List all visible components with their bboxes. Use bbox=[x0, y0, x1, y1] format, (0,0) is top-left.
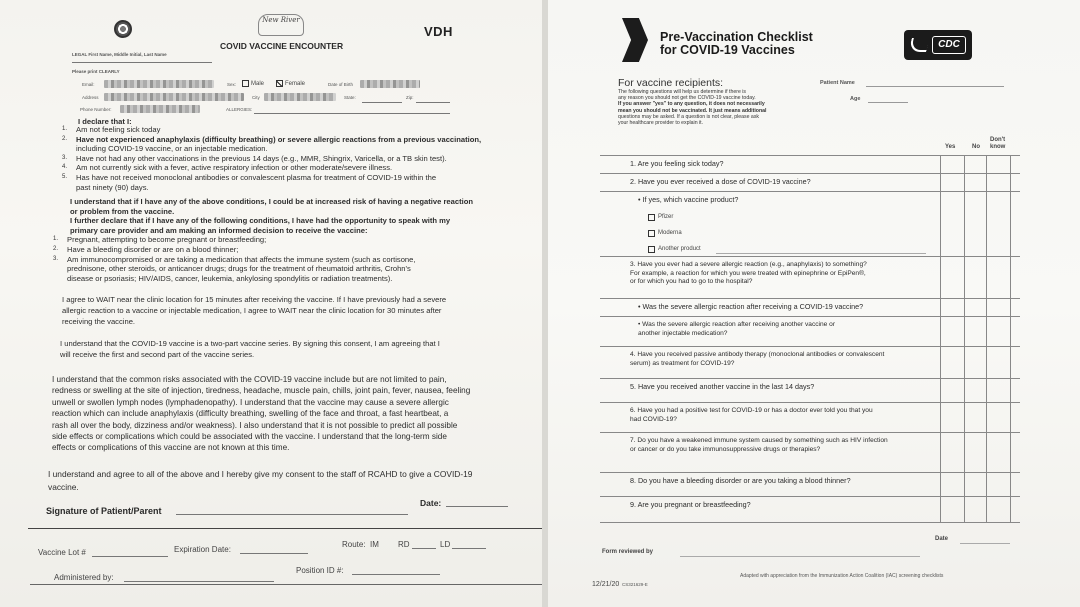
age-label: Age bbox=[850, 96, 861, 102]
answer-cell bbox=[1010, 256, 1011, 298]
vdh-logo: VDH bbox=[424, 24, 453, 39]
name-line[interactable] bbox=[72, 62, 212, 63]
health-district-logo bbox=[258, 14, 304, 36]
answer-cell[interactable] bbox=[940, 346, 941, 378]
answer-cell bbox=[1010, 298, 1011, 316]
answer-cell bbox=[1010, 402, 1011, 432]
question-text: 3. Have you ever had a severe allergic reaction (e.g., anaphylaxis) to something? bbox=[630, 261, 867, 268]
logo-text: New River bbox=[262, 16, 300, 24]
paragraph-line: allergic reaction to a vaccine or injectable medication, I agree to WAIT near the clinic location for 30 minutes after bbox=[62, 306, 442, 316]
female-label: Female bbox=[285, 81, 306, 88]
question-text: • Was the severe allergic reaction after receiving a COVID-19 vaccine? bbox=[638, 302, 864, 311]
checklist-title-line1: Pre-Vaccination Checklist bbox=[660, 30, 813, 44]
another-product-line[interactable] bbox=[716, 253, 926, 254]
administered-label: Administered by: bbox=[54, 573, 114, 582]
list-item: Am not feeling sick today bbox=[76, 125, 161, 134]
paragraph-line: effects or complications of this vaccine are not known at this time. bbox=[52, 443, 290, 453]
answer-cell[interactable] bbox=[940, 173, 941, 191]
answer-cell[interactable] bbox=[986, 173, 987, 191]
answer-cell[interactable] bbox=[986, 316, 987, 346]
list-item: Am immunocompromised or are taking a medication that affects the immune system (such as cortisone, bbox=[67, 254, 416, 264]
sex-male-option[interactable] bbox=[242, 80, 264, 87]
paragraph-line: will receive the first and second part of the vaccine series. bbox=[60, 350, 255, 359]
col-yes: Yes bbox=[945, 144, 956, 150]
answer-cell[interactable] bbox=[986, 432, 987, 472]
answer-cell[interactable] bbox=[940, 316, 941, 346]
female-checkbox-checked[interactable] bbox=[276, 80, 283, 87]
list-number: 5. bbox=[62, 174, 68, 180]
paragraph-line: redness or swelling at the site of injection, tiredness, headache, muscle pain, chills, joint pain, fever, nausea, feeling bbox=[52, 386, 471, 396]
answer-cell bbox=[1010, 316, 1011, 346]
list-item: Have a bleeding disorder or are on a blood thinner; bbox=[67, 244, 239, 254]
date-label: Date: bbox=[420, 498, 442, 508]
answer-cell[interactable] bbox=[940, 402, 941, 432]
answer-cell[interactable] bbox=[964, 298, 965, 316]
answer-cell[interactable] bbox=[940, 496, 941, 522]
answer-cell[interactable] bbox=[964, 155, 965, 173]
list-number: 2. bbox=[53, 245, 59, 252]
paragraph-line: I understand that the COVID-19 vaccine is a two-part vaccine series. By signing this consent, I am agreeing that I bbox=[60, 339, 440, 348]
state-seal-icon bbox=[114, 20, 132, 38]
answer-cell[interactable] bbox=[964, 496, 965, 522]
cdc-logo bbox=[904, 30, 972, 60]
answer-cell bbox=[1010, 432, 1011, 472]
answer-cell[interactable] bbox=[986, 298, 987, 316]
question-text: or for which you had to go to the hospital? bbox=[630, 278, 753, 286]
position-line[interactable] bbox=[352, 574, 440, 575]
product-checkbox[interactable] bbox=[648, 214, 655, 221]
signature-label: Signature of Patient/Parent bbox=[46, 506, 162, 516]
answer-cell[interactable] bbox=[964, 173, 965, 191]
route-label: Route: bbox=[342, 540, 366, 549]
question-text: 7. Do you have a weakened immune system caused by something such as HIV infection bbox=[630, 437, 888, 444]
route-ld[interactable]: LD bbox=[440, 540, 451, 549]
paragraph-line: or problem from the vaccine. bbox=[70, 206, 175, 216]
answer-cell[interactable] bbox=[986, 256, 987, 298]
question-text: 6. Have you had a positive test for COVID-19 or has a doctor ever told you that you bbox=[630, 407, 873, 414]
question-text: • If yes, which vaccine product? bbox=[638, 195, 739, 204]
date-line[interactable] bbox=[446, 506, 508, 507]
product-label: Another product bbox=[658, 246, 701, 252]
sex-label: Sex: bbox=[227, 82, 237, 87]
answer-cell[interactable] bbox=[986, 402, 987, 432]
answer-cell[interactable] bbox=[964, 191, 965, 256]
answer-cell[interactable] bbox=[986, 191, 987, 256]
clinic-box-bottom bbox=[30, 584, 542, 585]
col-dont-line1: Don't bbox=[990, 137, 1006, 143]
paragraph-line: vaccine. bbox=[48, 481, 79, 492]
question-text: had COVID-19? bbox=[630, 415, 677, 423]
redacted-email bbox=[104, 80, 214, 88]
redacted-city bbox=[264, 93, 336, 101]
form-title: COVID VACCINE ENCOUNTER bbox=[220, 41, 344, 51]
list-item: Pregnant, attempting to become pregnant or breastfeeding; bbox=[67, 235, 267, 244]
answer-cell[interactable] bbox=[964, 256, 965, 298]
route-ld-line[interactable] bbox=[452, 548, 486, 549]
answer-cell[interactable] bbox=[940, 432, 941, 472]
answer-cell bbox=[1010, 472, 1011, 496]
col-dont-line2: know bbox=[990, 144, 1006, 150]
question-text: 2. Have you ever received a dose of COVID-19 vaccine? bbox=[630, 177, 811, 186]
zip-label: Zip: bbox=[406, 95, 414, 100]
list-item: Has have not received monoclonal antibodies or convalescent plasma for treatment of COVID-19 within the bbox=[76, 173, 437, 182]
position-label: Position ID #: bbox=[296, 566, 344, 575]
lot-line[interactable] bbox=[92, 556, 168, 557]
zip-line[interactable] bbox=[416, 102, 450, 103]
route-rd[interactable]: RD bbox=[398, 540, 410, 549]
state-label: State: bbox=[344, 95, 356, 100]
answer-cell[interactable] bbox=[964, 316, 965, 346]
question-text: 5. Have you received another vaccine in the last 14 days? bbox=[630, 382, 815, 391]
question-text: 9. Are you pregnant or breastfeeding? bbox=[630, 500, 751, 509]
form-reviewed-line[interactable] bbox=[680, 556, 920, 557]
male-label: Male bbox=[251, 81, 265, 88]
product-checkbox[interactable] bbox=[648, 230, 655, 237]
signature-line[interactable] bbox=[176, 514, 408, 515]
list-number: 3. bbox=[53, 255, 59, 262]
list-number: 3. bbox=[62, 154, 68, 161]
print-clearly: Please print CLEARLY bbox=[72, 69, 120, 74]
phone-label: Phone Number: bbox=[80, 107, 112, 112]
list-number: 1. bbox=[62, 126, 68, 132]
question-text: 1. Are you feeling sick today? bbox=[630, 159, 724, 168]
intro-line: If you answer "yes" to any question, it does not necessarily bbox=[618, 101, 765, 108]
allergies-line[interactable] bbox=[254, 113, 450, 114]
answer-cell bbox=[1010, 378, 1011, 402]
answer-cell[interactable] bbox=[986, 378, 987, 402]
answer-cell[interactable] bbox=[940, 298, 941, 316]
paragraph-line: reaction which can include anaphylaxis (difficulty breathing, swelling of the face and throat, a fast heartbeat, a bbox=[52, 409, 449, 419]
route-rd-line[interactable] bbox=[412, 548, 436, 549]
state-line[interactable] bbox=[362, 102, 402, 103]
answer-cell[interactable] bbox=[986, 496, 987, 522]
list-number: 4. bbox=[62, 164, 68, 171]
question-text: • Was the severe allergic reaction after receiving another vaccine or bbox=[638, 321, 836, 328]
intro-line: mean you should not be vaccinated. It just means additional bbox=[618, 107, 767, 114]
redacted-address bbox=[104, 93, 244, 101]
dob-label: Date of Birth bbox=[328, 82, 354, 87]
paragraph-line: I understand that the common risks associated with the COVID-19 vaccine include but are not limited to pain, bbox=[52, 375, 447, 384]
sex-female-option[interactable] bbox=[276, 80, 305, 87]
paragraph-line: I further declare that if I have any of the following conditions, I have had the opportunity to speak with my bbox=[70, 216, 451, 226]
answer-cell[interactable] bbox=[986, 346, 987, 378]
list-number: 2. bbox=[62, 135, 68, 142]
patient-name-label: Patient Name bbox=[820, 80, 855, 86]
reviewed-date-line[interactable] bbox=[960, 543, 1010, 544]
paragraph-line: I agree to WAIT near the clinic location for 15 minutes after receiving the vaccine. If I have previously had a severe bbox=[62, 295, 447, 304]
intro-line: any reason you should not get the COVID-19 vaccine today. bbox=[618, 95, 756, 102]
answer-cell[interactable] bbox=[964, 432, 965, 472]
answer-cell[interactable] bbox=[940, 191, 941, 256]
paragraph-line: side effects or complications which could be associated with the vaccine. I understand that the long-term side bbox=[52, 432, 447, 441]
paragraph-line: receiving the vaccine. bbox=[62, 317, 136, 327]
footer-code: CS321629-E bbox=[622, 582, 648, 587]
question-text: 4. Have you received passive antibody therapy (monoclonal antibodies or convalescent bbox=[630, 351, 885, 358]
table-bottom bbox=[600, 522, 1020, 523]
city-label: City bbox=[252, 95, 260, 100]
footer-date: 12/21/20 bbox=[592, 581, 620, 588]
question-text: 8. Do you have a bleeding disorder or are you taking a blood thinner? bbox=[630, 476, 851, 485]
answer-cell[interactable] bbox=[964, 402, 965, 432]
answer-cell[interactable] bbox=[964, 346, 965, 378]
declare-heading: I declare that I: bbox=[78, 117, 132, 126]
answer-cell[interactable] bbox=[940, 155, 941, 173]
reviewed-date-label: Date bbox=[935, 536, 949, 542]
hhs-eagle-icon bbox=[908, 38, 930, 52]
route-im[interactable]: IM bbox=[370, 540, 379, 549]
answer-cell[interactable] bbox=[964, 378, 965, 402]
product-checkbox[interactable] bbox=[648, 246, 655, 253]
product-label: Moderna bbox=[658, 230, 682, 236]
paragraph-line: primary care provider and am making an informed decision to receive the vaccine: bbox=[70, 225, 368, 235]
list-item: Am not currently sick with a fever, active respiratory infection or other moderate/severe illness. bbox=[76, 163, 393, 173]
answer-cell[interactable] bbox=[986, 155, 987, 173]
answer-cell[interactable] bbox=[940, 378, 941, 402]
administered-line[interactable] bbox=[124, 581, 274, 582]
allergies-label: ALLERGIES: bbox=[226, 107, 253, 112]
answer-cell bbox=[1010, 346, 1011, 378]
paragraph-line: unwell or swollen lymph nodes (lymphadenopathy). I understand that the vaccine may cause a severe allergic bbox=[52, 397, 449, 407]
expiration-line[interactable] bbox=[240, 553, 308, 554]
paragraph-line: I understand that if I have any of the above conditions, I could be at increased risk of having a negative reaction bbox=[70, 197, 473, 206]
address-label: Address bbox=[82, 95, 99, 100]
intro-line: your healthcare provider to explain it. bbox=[618, 120, 704, 126]
answer-cell bbox=[1010, 191, 1011, 256]
patient-name-line[interactable] bbox=[866, 86, 1004, 87]
paragraph-line: I understand and agree to all of the above and I hereby give my consent to the staff of RCAHD to give a COVID-19 bbox=[48, 469, 473, 479]
footer-credit: Adapted with appreciation from the Immunization Action Coalition (IAC) screening checklists bbox=[740, 573, 944, 579]
intro-line: The following questions will help us determine if there is bbox=[618, 89, 747, 95]
answer-cell bbox=[1010, 155, 1011, 173]
email-label: Email: bbox=[82, 82, 95, 87]
question-text: or cancer or do you take immunosuppressive drugs or therapies? bbox=[630, 445, 821, 453]
answer-cell[interactable] bbox=[986, 472, 987, 496]
checklist-title-line2: for COVID-19 Vaccines bbox=[660, 43, 795, 57]
question-text: For example, a reaction for which you were treated with epinephrine or EpiPen®, bbox=[630, 269, 866, 277]
redacted-dob bbox=[360, 80, 420, 88]
recipients-heading: For vaccine recipients: bbox=[618, 77, 724, 89]
list-item: including COVID-19 vaccine, or an injectable medication. bbox=[76, 144, 268, 154]
answer-cell[interactable] bbox=[964, 472, 965, 496]
age-line[interactable] bbox=[868, 102, 908, 103]
form-reviewed-label: Form reviewed by bbox=[602, 549, 654, 555]
paragraph-line: rash all over the body, dizziness and/or weakness). I also understand that it is not possible to predict all possible bbox=[52, 420, 458, 430]
col-no: No bbox=[972, 144, 980, 150]
list-item: disease or psoriasis; HIV/AIDS, cancer, leukemia, ankylosing spondylitis or radiation treatments). bbox=[67, 274, 393, 284]
answer-cell[interactable] bbox=[940, 472, 941, 496]
list-item: Have not experienced anaphylaxis (difficulty breathing) or severe allergic reactions from a previous vaccination, bbox=[76, 134, 482, 144]
product-label: Pfizer bbox=[658, 214, 674, 220]
question-text: another injectable medication? bbox=[638, 329, 728, 337]
answer-cell bbox=[1010, 173, 1011, 191]
answer-cell bbox=[1010, 496, 1011, 522]
lot-label: Vaccine Lot # bbox=[38, 548, 86, 557]
intro-line: questions may be asked. If a question is not clear, please ask bbox=[618, 113, 760, 120]
expiration-label: Expiration Date: bbox=[174, 545, 231, 554]
male-checkbox[interactable] bbox=[242, 80, 249, 87]
question-text: serum) as treatment for COVID-19? bbox=[630, 359, 735, 367]
list-item: Have not had any other vaccinations in the previous 14 days (e.g., MMR, Shingrix, Varicella, or a TB skin test). bbox=[76, 153, 447, 163]
cdc-badge: CDC bbox=[932, 36, 966, 54]
list-number: 1. bbox=[53, 236, 59, 242]
redacted-phone bbox=[120, 105, 200, 113]
answer-cell[interactable] bbox=[940, 256, 941, 298]
list-item: prednisone, other steroids, or anticancer drugs; drugs for the treatment of rheumatoid arthritis, Crohn's bbox=[67, 264, 411, 274]
name-label: LEGAL First Name, Middle Initial, Last Name bbox=[72, 52, 167, 57]
list-item: past ninety (90) days. bbox=[76, 182, 149, 192]
